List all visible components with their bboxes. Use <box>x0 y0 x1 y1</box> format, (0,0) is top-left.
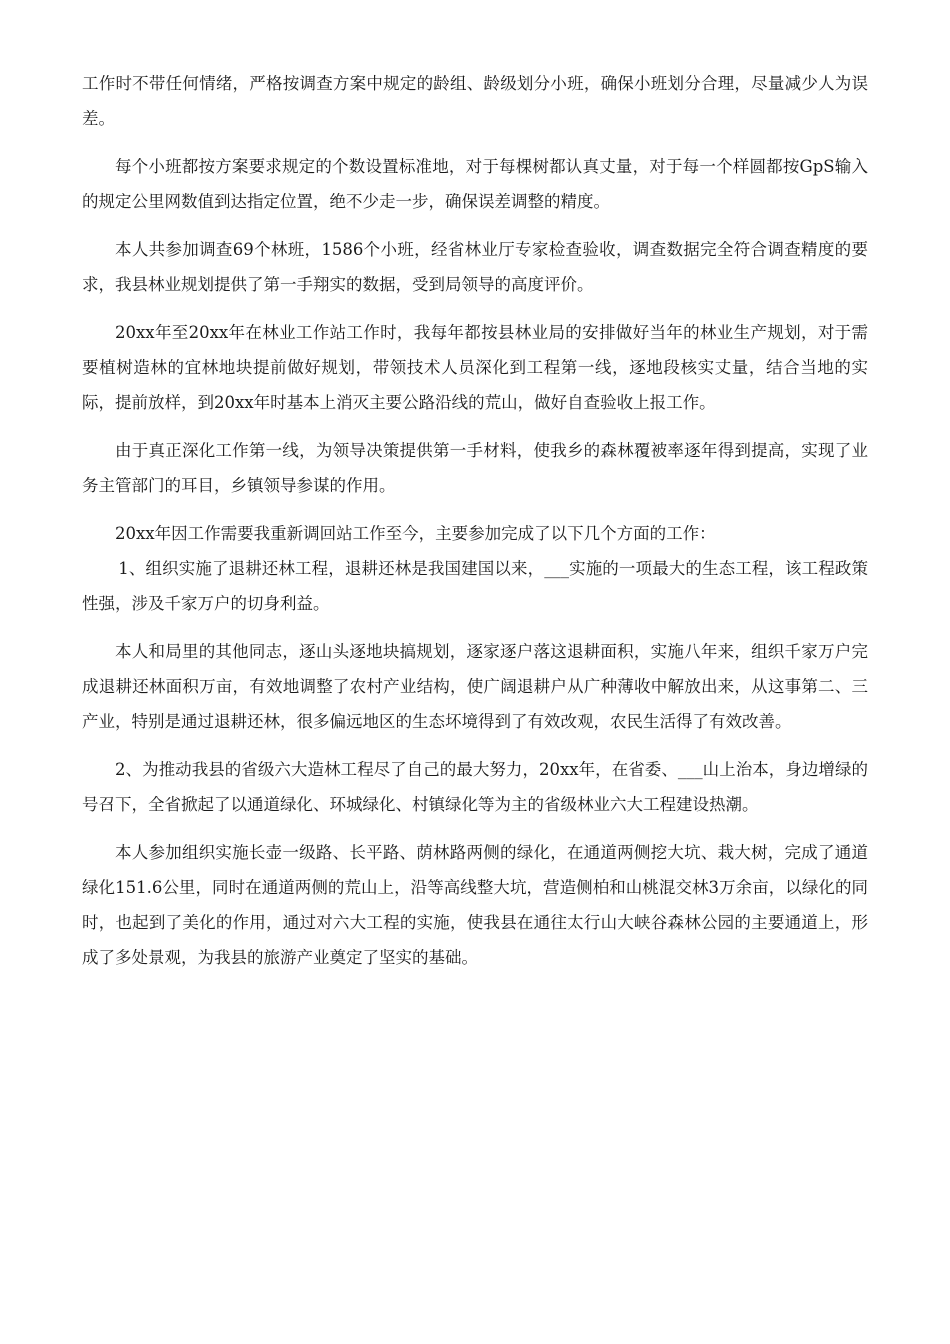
paragraph: 由于真正深化工作第一线，为领导决策提供第一手材料，使我乡的森林覆被率逐年得到提高，实现了业务主管部门的耳目，乡镇领导参谋的作用。 <box>82 441 868 495</box>
numbered-paragraph: 2、为推动我县的省级六大造林工程尽了自己的最大努力，20xx年，在省委、___山上治本，身边增绿的号召下，全省掀起了以通道绿化、环城绿化、村镇绿化等为主的省级林业六大工程建设热潮。 <box>82 760 868 814</box>
paragraph: 本人和局里的其他同志，逐山头逐地块搞规划，逐家逐户落这退耕面积，实施八年来，组织千家万户完成退耕还林面积万亩，有效地调整了农村产业结构，使广阔退耕户从广种薄收中解放出来，从这事第二、三产业，特别是通过退耕还林，很多偏远地区的生态坏境得到了有效改观，农民生活得了有效改善。 <box>82 642 868 731</box>
paragraph: 20xx年因工作需要我重新调回站工作至今，主要参加完成了以下几个方面的工作： <box>115 524 716 543</box>
paragraph: 本人共参加调查69个林班，1586个小班，经省林业厅专家检查验收，调查数据完全符合调查精度的要求，我县林业规划提供了第一手翔实的数据，受到局领导的高度评价。 <box>82 240 868 294</box>
paragraph: 每个小班都按方案要求规定的个数设置标准地，对于每棵树都认真丈量，对于每一个样圆都按GpS输入的规定公里网数值到达指定位置，绝不少走一步，确保误差调整的精度。 <box>82 157 868 211</box>
paragraph: 工作时不带任何情绪，严格按调查方案中规定的龄组、龄级划分小班，确保小班划分合理，尽量减少人为误差。 <box>82 74 868 128</box>
paragraph: 20xx年至20xx年在林业工作站工作时，我每年都按县林业局的安排做好当年的林业生产规划，对于需要植树造林的宜林地块提前做好规划，带领技术人员深化到工程第一线，逐地段核实丈量，结合当地的实际，提前放样，到20xx年时基本上消灭主要公路沿线的荒山，做好自查验收上报工作。 <box>82 323 868 412</box>
numbered-paragraph: 1、组织实施了退耕还林工程，退耕还林是我国建国以来，___实施的一项最大的生态工程，该工程政策性强，涉及千家万户的切身利益。 <box>82 559 868 613</box>
paragraph: 本人参加组织实施长壶一级路、长平路、荫林路两侧的绿化，在通道两侧挖大坑、栽大树，完成了通道绿化151.6公里，同时在通道两侧的荒山上，沿等高线整大坑，营造侧柏和山桃混交林3万余亩，以绿化的同时，也起到了美化的作用，通过对六大工程的实施，使我县在通往太行山大峡谷森林公园的主要通道上，形成了多处景观，为我县的旅游产业奠定了坚实的基础。 <box>82 843 868 967</box>
document-body <box>82 66 868 988</box>
